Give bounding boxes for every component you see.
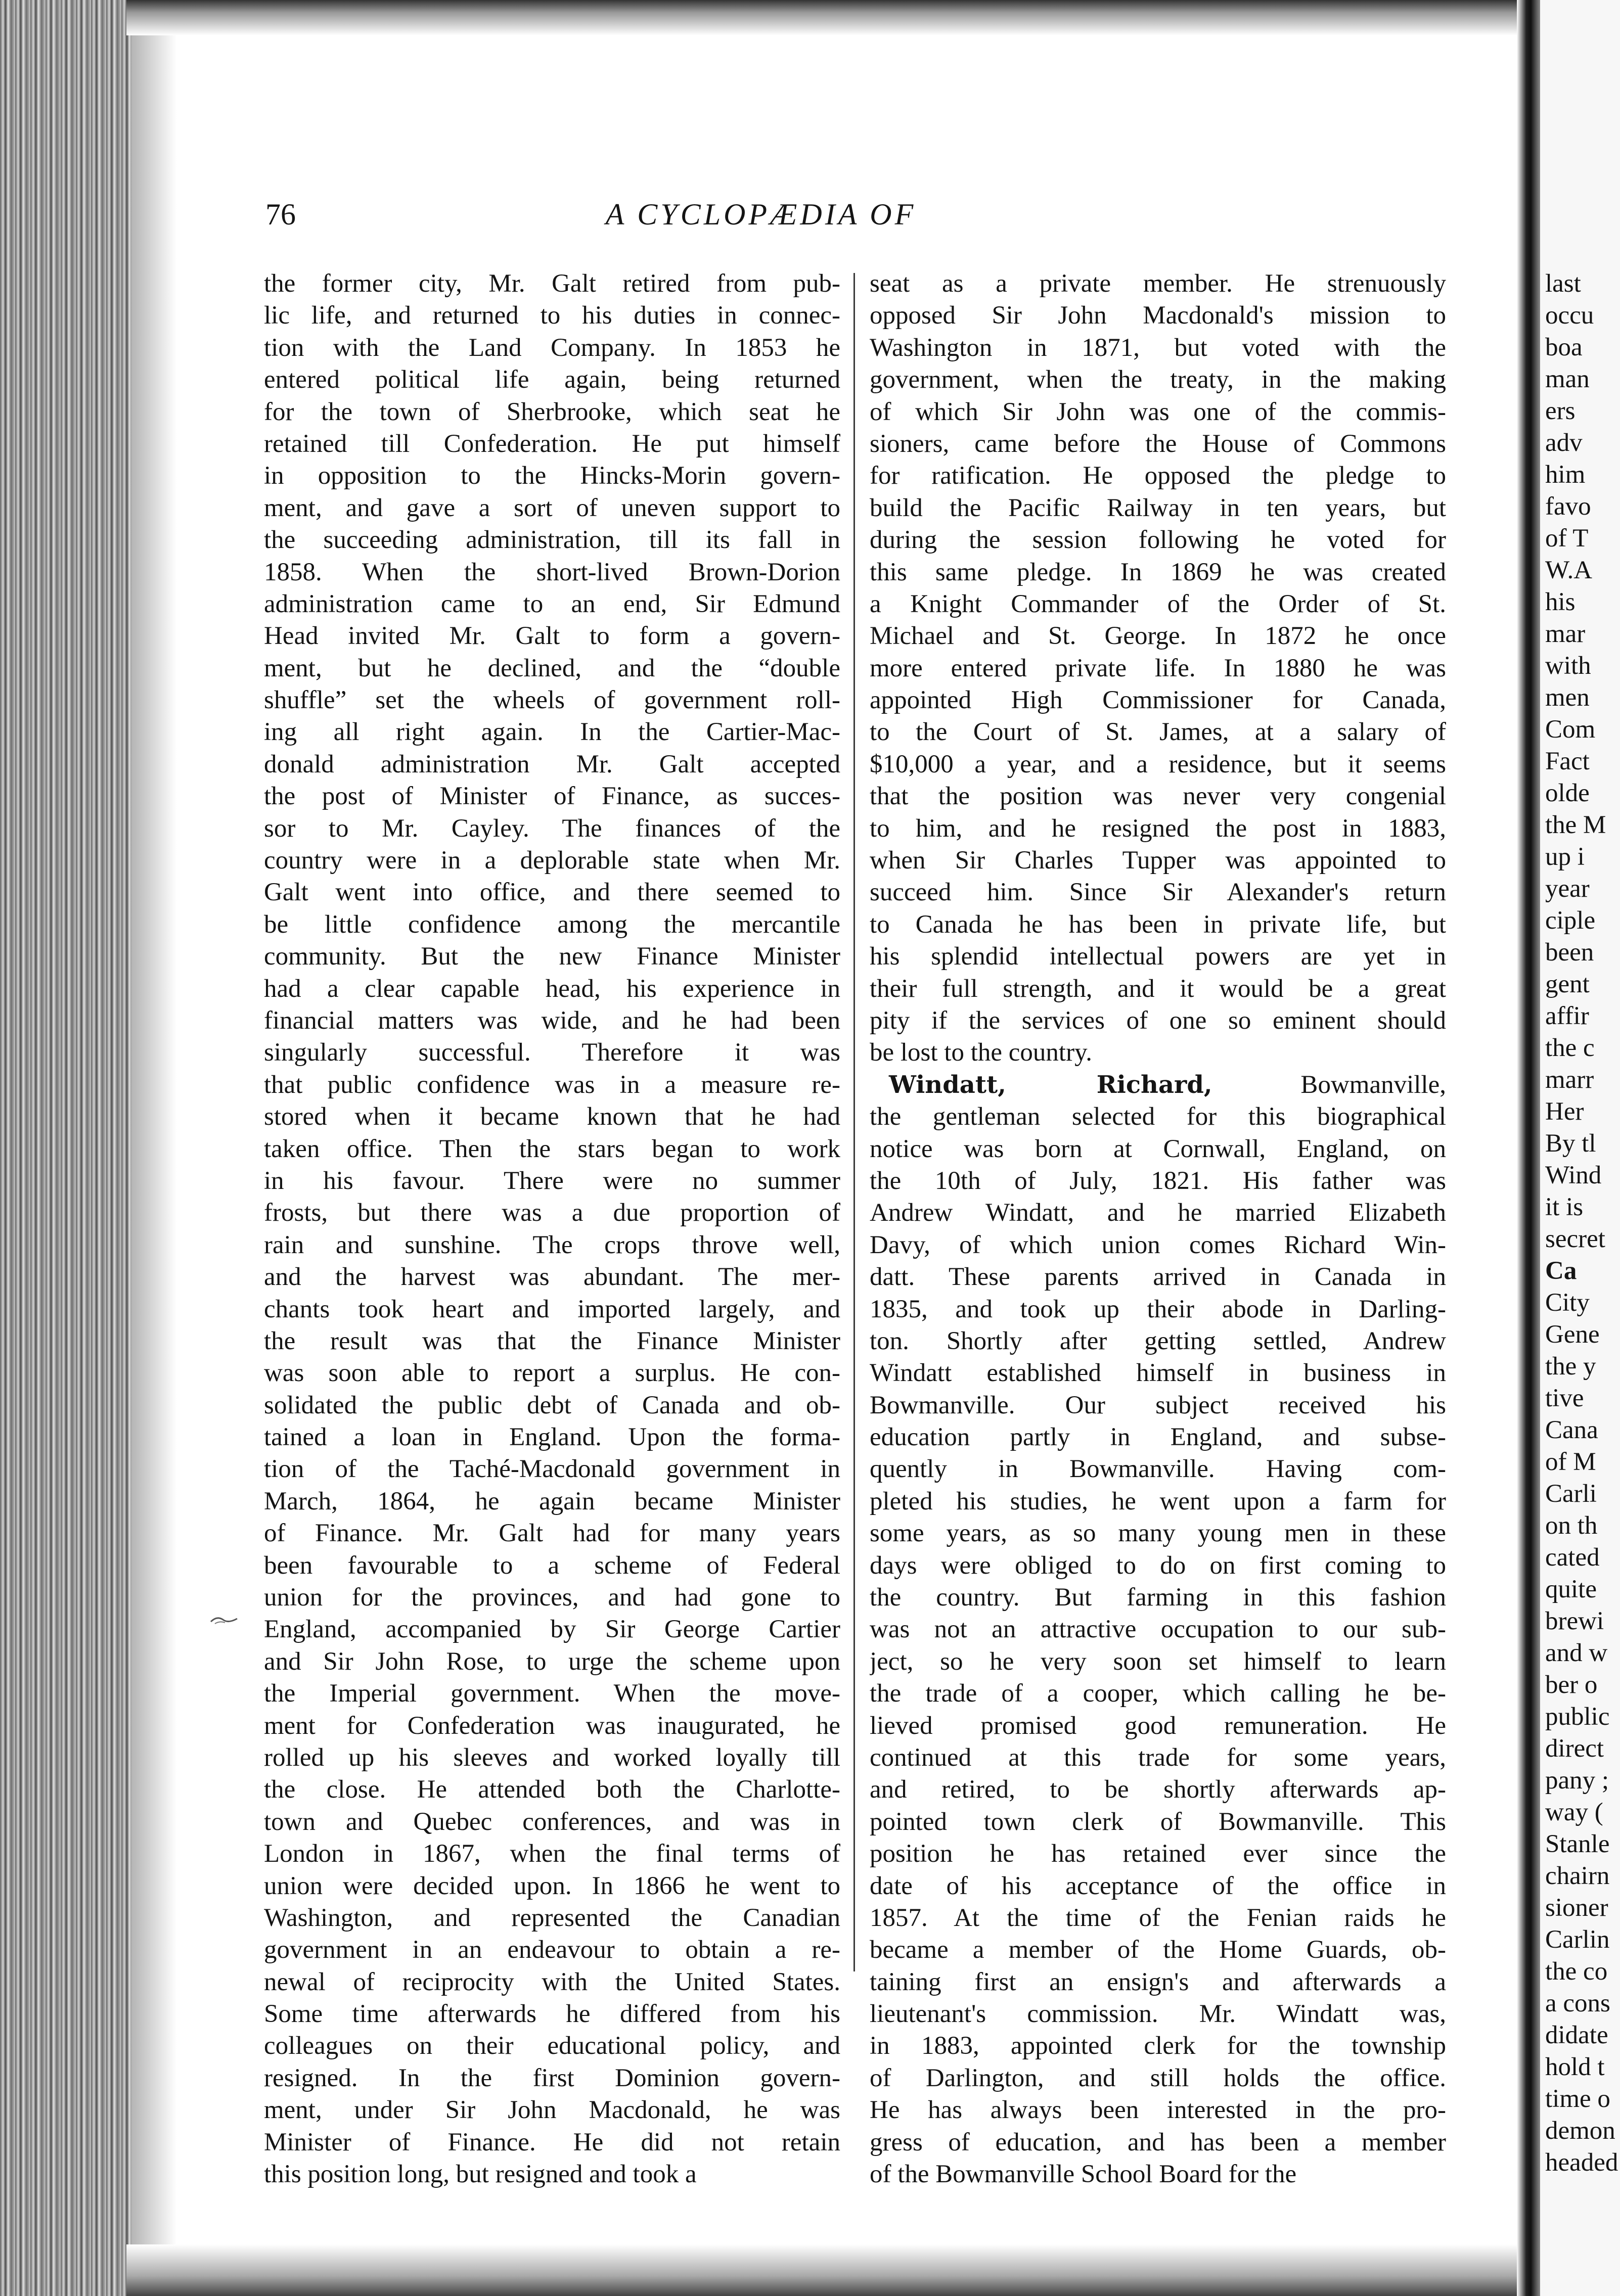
fragment-line: Wind xyxy=(1545,1161,1602,1189)
text-line: in 1883, appointed clerk for the township xyxy=(870,2032,1446,2060)
text-line: in his favour. There were no summer xyxy=(264,1166,840,1195)
text-line: rolled up his sleeves and worked loyally till xyxy=(264,1743,840,1772)
fragment-line: Ca xyxy=(1545,1257,1577,1285)
pencil-annotation-mark xyxy=(210,1614,238,1628)
text-line: singularly successful. Therefore it was xyxy=(264,1038,840,1067)
text-line: Davy, of which union comes Richard Win- xyxy=(870,1230,1446,1259)
entry-heading-line xyxy=(870,1069,1446,1101)
text-line: administration came to an end, Sir Edmund xyxy=(264,589,840,618)
text-line: colleagues on their educational policy, and xyxy=(264,2032,840,2060)
text-line: shuffle” set the wheels of government roll- xyxy=(264,686,840,715)
fragment-line: cated xyxy=(1545,1543,1600,1572)
text-line: was soon able to report a surplus. He con- xyxy=(264,1359,840,1388)
text-line: stored when it became known that he had xyxy=(264,1103,840,1131)
text-line: opposed Sir John Macdonald's mission to xyxy=(870,301,1446,330)
fragment-line: brewi xyxy=(1545,1607,1604,1635)
next-page-text xyxy=(1545,268,1620,2179)
text-line: 1857. At the time of the Fenian raids he xyxy=(870,1903,1446,1932)
fragment-line: the co xyxy=(1545,1957,1608,1986)
text-line: during the session following he voted for xyxy=(870,526,1446,555)
text-line: for ratification. He opposed the pledge to xyxy=(870,462,1446,490)
column-divider xyxy=(853,273,855,1971)
text-line: this same pledge. In 1869 he was created xyxy=(870,558,1446,586)
text-line: England, accompanied by Sir George Cartier xyxy=(264,1615,840,1644)
fragment-line: By tl xyxy=(1545,1129,1596,1158)
fragment-line: direct xyxy=(1545,1734,1604,1763)
fragment-line: ers xyxy=(1545,397,1576,425)
text-line: seat as a private member. He strenuously xyxy=(870,269,1446,298)
binding-shadow xyxy=(131,0,177,2296)
fragment-line: affir xyxy=(1545,1002,1589,1030)
fragment-line: way ( xyxy=(1545,1798,1603,1826)
text-line: ton. Shortly after getting settled, Andrew xyxy=(870,1326,1446,1355)
fragment-line: chairn xyxy=(1545,1862,1610,1890)
text-line: this position long, but resigned and took a xyxy=(264,2160,697,2189)
text-line: the gentleman selected for this biographical xyxy=(870,1103,1446,1131)
text-line: sioners, came before the House of Commons xyxy=(870,429,1446,458)
text-line: lic life, and returned to his duties in connec- xyxy=(264,301,840,330)
text-line: the trade of a cooper, which calling he be- xyxy=(870,1679,1446,1708)
text-line: Bowmanville. Our subject received his xyxy=(870,1391,1446,1419)
text-line: Windatt established himself in business in xyxy=(870,1359,1446,1388)
text-line: the close. He attended both the Charlotte- xyxy=(264,1775,840,1804)
text-line: to him, and he resigned the post in 1883, xyxy=(870,814,1446,843)
text-line: financial matters was wide, and he had been xyxy=(264,1006,840,1035)
text-line: of which Sir John was one of the commis- xyxy=(870,397,1446,426)
text-line: and retired, to be shortly afterwards ap- xyxy=(870,1775,1446,1804)
fragment-line: hold t xyxy=(1545,2053,1605,2081)
fragment-line: it is xyxy=(1545,1193,1584,1221)
fragment-line: marr xyxy=(1545,1066,1594,1094)
page-number: 76 xyxy=(265,198,296,231)
fragment-line: tive xyxy=(1545,1384,1584,1412)
text-line: his splendid intellectual powers are yet in xyxy=(870,942,1446,971)
fragment-line: didate xyxy=(1545,2021,1608,2049)
fragment-line: occu xyxy=(1545,301,1594,330)
text-line: the succeeding administration, till its fall in xyxy=(264,526,840,555)
page-gutter xyxy=(1517,0,1540,2296)
text-line: to the Court of St. James, at a salary of xyxy=(870,718,1446,747)
fragment-line: adv xyxy=(1545,429,1583,457)
text-line: date of his acceptance of the office in xyxy=(870,1871,1446,1900)
text-line: government, when the treaty, in the making xyxy=(870,365,1446,394)
fragment-line: sioner xyxy=(1545,1894,1608,1922)
text-line: frosts, but there was a due proportion of xyxy=(264,1199,840,1227)
text-line: 1835, and took up their abode in Darling- xyxy=(870,1295,1446,1323)
text-line: was not an attractive occupation to our sub- xyxy=(870,1615,1446,1644)
text-line: lieved promised good remuneration. He xyxy=(870,1711,1446,1740)
fragment-line: demon xyxy=(1545,2117,1615,2145)
text-line: education partly in England, and subse- xyxy=(870,1423,1446,1452)
text-line: the country. But farming in this fashion xyxy=(870,1583,1446,1612)
text-line: their full strength, and it would be a great xyxy=(870,974,1446,1003)
text-line: pointed town clerk of Bowmanville. This xyxy=(870,1807,1446,1836)
text-line: to Canada he has been in private life, but xyxy=(870,910,1446,939)
text-line: taining first an ensign's and afterwards a xyxy=(870,1967,1446,1996)
fragment-line: the M xyxy=(1545,811,1606,839)
text-line: Some time afterwards he differed from his xyxy=(264,2000,840,2029)
fragment-line: the c xyxy=(1545,1034,1595,1062)
text-line: and Sir John Rose, to urge the scheme upon xyxy=(264,1647,840,1676)
text-line: continued at this trade for some years, xyxy=(870,1743,1446,1772)
text-line: notice was born at Cornwall, England, on xyxy=(870,1134,1446,1163)
text-line: the 10th of July, 1821. His father was xyxy=(870,1166,1446,1195)
text-line: in opposition to the Hincks-Morin govern- xyxy=(264,462,840,490)
fragment-line: year xyxy=(1545,875,1590,903)
text-line: March, 1864, he again became Minister xyxy=(264,1487,840,1516)
page-header xyxy=(265,197,1256,233)
text-line: more entered private life. In 1880 he was xyxy=(870,654,1446,682)
fragment-line: gent xyxy=(1545,970,1590,998)
text-line: Washington in 1871, but voted with the xyxy=(870,333,1446,362)
text-line: Washington, and represented the Canadian xyxy=(264,1903,840,1932)
text-line: retained till Confederation. He put himself xyxy=(264,429,840,458)
text-line: had a clear capable head, his experience in xyxy=(264,974,840,1003)
fragment-line: boa xyxy=(1545,333,1583,361)
text-line: ment, but he declined, and the “double xyxy=(264,654,840,682)
fragment-line: quite xyxy=(1545,1575,1597,1603)
fragment-line: pany ; xyxy=(1545,1766,1609,1795)
fragment-line: Carli xyxy=(1545,1480,1597,1508)
text-line: of the Bowmanville School Board for the xyxy=(870,2160,1297,2189)
text-line: rain and sunshine. The crops throve well, xyxy=(264,1230,840,1259)
fragment-line: men xyxy=(1545,683,1590,712)
text-line: community. But the new Finance Minister xyxy=(264,942,840,971)
text-line: entered political life again, being returned xyxy=(264,365,840,394)
text-line: solidated the public debt of Canada and ob- xyxy=(264,1391,840,1419)
fragment-line: Fact xyxy=(1545,747,1590,775)
text-line: union for the provinces, and had gone to xyxy=(264,1583,840,1612)
text-line: Head invited Mr. Galt to form a govern- xyxy=(264,622,840,651)
text-line: ment, and gave a sort of uneven support to xyxy=(264,493,840,522)
fragment-line: W.A xyxy=(1545,556,1593,584)
fragment-line: City xyxy=(1545,1289,1590,1317)
text-line: gress of education, and has been a member xyxy=(870,2128,1446,2156)
text-line: be lost to the country. xyxy=(870,1038,1093,1067)
fragment-line: a cons xyxy=(1545,1989,1610,2017)
right-column xyxy=(870,268,1446,2190)
fragment-line: ciple xyxy=(1545,906,1596,935)
text-line: 1858. When the short-lived Brown-Dorion xyxy=(264,558,840,586)
text-line: tion with the Land Company. In 1853 he xyxy=(264,333,840,362)
text-line: tained a loan in England. Upon the forma- xyxy=(264,1423,840,1452)
fragment-line: Com xyxy=(1545,715,1596,744)
running-title: A CYCLOPÆDIA OF xyxy=(605,198,917,231)
fragment-line: Gene xyxy=(1545,1320,1600,1349)
text-line: taken office. Then the stars began to work xyxy=(264,1134,840,1163)
fragment-line: Stanle xyxy=(1545,1830,1610,1858)
left-column xyxy=(264,268,840,2190)
page-top-edge xyxy=(126,0,1552,35)
text-line: been favourable to a scheme of Federal xyxy=(264,1551,840,1580)
fragment-line: ber o xyxy=(1545,1671,1598,1699)
fragment-line: of T xyxy=(1545,524,1589,553)
text-line: that the position was never very congenial xyxy=(870,782,1446,811)
text-line: for the town of Sherbrooke, which seat he xyxy=(264,397,840,426)
text-line: some years, as so many young men in these xyxy=(870,1519,1446,1548)
text-line: union were decided upon. In 1866 he went to xyxy=(264,1871,840,1900)
text-line: He has always been interested in the pro- xyxy=(870,2096,1446,2125)
text-line: of Finance. Mr. Galt had for many years xyxy=(264,1519,840,1548)
text-line: quently in Bowmanville. Having com- xyxy=(870,1455,1446,1484)
text-line: appointed High Commissioner for Canada, xyxy=(870,686,1446,715)
fragment-line: on th xyxy=(1545,1511,1598,1540)
fragment-line: olde xyxy=(1545,779,1590,807)
text-line: when Sir Charles Tupper was appointed to xyxy=(870,846,1446,875)
text-line: a Knight Commander of the Order of St. xyxy=(870,589,1446,618)
text-line: days were obliged to do on first coming to xyxy=(870,1551,1446,1580)
text-line: government in an endeavour to obtain a re- xyxy=(264,1936,840,1964)
fragment-line: been xyxy=(1545,938,1594,967)
fragment-line: and w xyxy=(1545,1639,1608,1667)
text-line: ject, so he very soon set himself to learn xyxy=(870,1647,1446,1676)
text-line: donald administration Mr. Galt accepted xyxy=(264,750,840,778)
text-line: pleted his studies, he went upon a farm for xyxy=(870,1487,1446,1516)
text-line: Minister of Finance. He did not retain xyxy=(264,2128,840,2156)
page-bottom-edge xyxy=(126,2244,1552,2296)
fragment-line: the y xyxy=(1545,1352,1596,1381)
text-line: country were in a deplorable state when Mr. xyxy=(264,846,840,875)
fragment-line: last xyxy=(1545,269,1581,298)
entry-name: Windatt, Richard, xyxy=(889,1070,1212,1099)
text-line: newal of reciprocity with the United States. xyxy=(264,1967,840,1996)
text-line: sor to Mr. Cayley. The finances of the xyxy=(264,814,840,843)
text-line: of Darlington, and still holds the office. xyxy=(870,2063,1446,2092)
text-line: that public confidence was in a measure re- xyxy=(264,1070,840,1099)
text-line: position he has retained ever since the xyxy=(870,1840,1446,1868)
text-line: became a member of the Home Guards, ob- xyxy=(870,1936,1446,1964)
text-line: resigned. In the first Dominion govern- xyxy=(264,2063,840,2092)
fragment-line: Carlin xyxy=(1545,1925,1610,1954)
text-line: the result was that the Finance Minister xyxy=(264,1326,840,1355)
text-line: the Imperial government. When the move- xyxy=(264,1679,840,1708)
text-line: tion of the Taché-Macdonald government in xyxy=(264,1455,840,1484)
text-line: ment, under Sir John Macdonald, he was xyxy=(264,2096,840,2125)
text-line: pity if the services of one so eminent should xyxy=(870,1006,1446,1035)
fragment-line: mar xyxy=(1545,620,1586,648)
next-page-fragment xyxy=(1540,0,1620,2296)
text-line: succeed him. Since Sir Alexander's return xyxy=(870,878,1446,907)
fragment-line: Her xyxy=(1545,1097,1584,1126)
fragment-line: favo xyxy=(1545,492,1591,521)
fragment-line: up i xyxy=(1545,843,1585,871)
fragment-line: with xyxy=(1545,652,1591,680)
text-line: ment for Confederation was inaugurated, he xyxy=(264,1711,840,1740)
text-line: Michael and St. George. In 1872 he once xyxy=(870,622,1446,651)
text-line: datt. These parents arrived in Canada in xyxy=(870,1263,1446,1292)
text-line: the post of Minister of Finance, as succes- xyxy=(264,782,840,811)
text-line: Andrew Windatt, and he married Elizabeth xyxy=(870,1199,1446,1227)
text-line: ing all right again. In the Cartier-Mac- xyxy=(264,718,840,747)
fragment-line: man xyxy=(1545,365,1590,393)
text-line: Galt went into office, and there seemed to xyxy=(264,878,840,907)
fragment-line: his xyxy=(1545,588,1576,616)
text-line: lieutenant's commission. Mr. Windatt was, xyxy=(870,2000,1446,2029)
text-line: and the harvest was abundant. The mer- xyxy=(264,1263,840,1292)
text-line: be little confidence among the mercantile xyxy=(264,910,840,939)
fragment-line: secret xyxy=(1545,1225,1605,1253)
text-line: build the Pacific Railway in ten years, but xyxy=(870,493,1446,522)
text-line: chants took heart and imported largely, and xyxy=(264,1295,840,1323)
fragment-line: time o xyxy=(1545,2085,1610,2113)
fragment-line: headed xyxy=(1545,2148,1618,2177)
fragment-line: of M xyxy=(1545,1448,1596,1476)
fragment-line: Cana xyxy=(1545,1416,1598,1444)
fragment-line: him xyxy=(1545,461,1586,489)
text-line: $10,000 a year, and a residence, but it seems xyxy=(870,750,1446,778)
text-line: London in 1867, when the final terms of xyxy=(264,1840,840,1868)
text-line: the former city, Mr. Galt retired from pub- xyxy=(264,269,840,298)
fragment-line: public xyxy=(1545,1703,1610,1731)
entry-place: Bowmanville, xyxy=(1212,1070,1446,1099)
text-line: town and Quebec conferences, and was in xyxy=(264,1807,840,1836)
book-binding xyxy=(0,0,137,2296)
